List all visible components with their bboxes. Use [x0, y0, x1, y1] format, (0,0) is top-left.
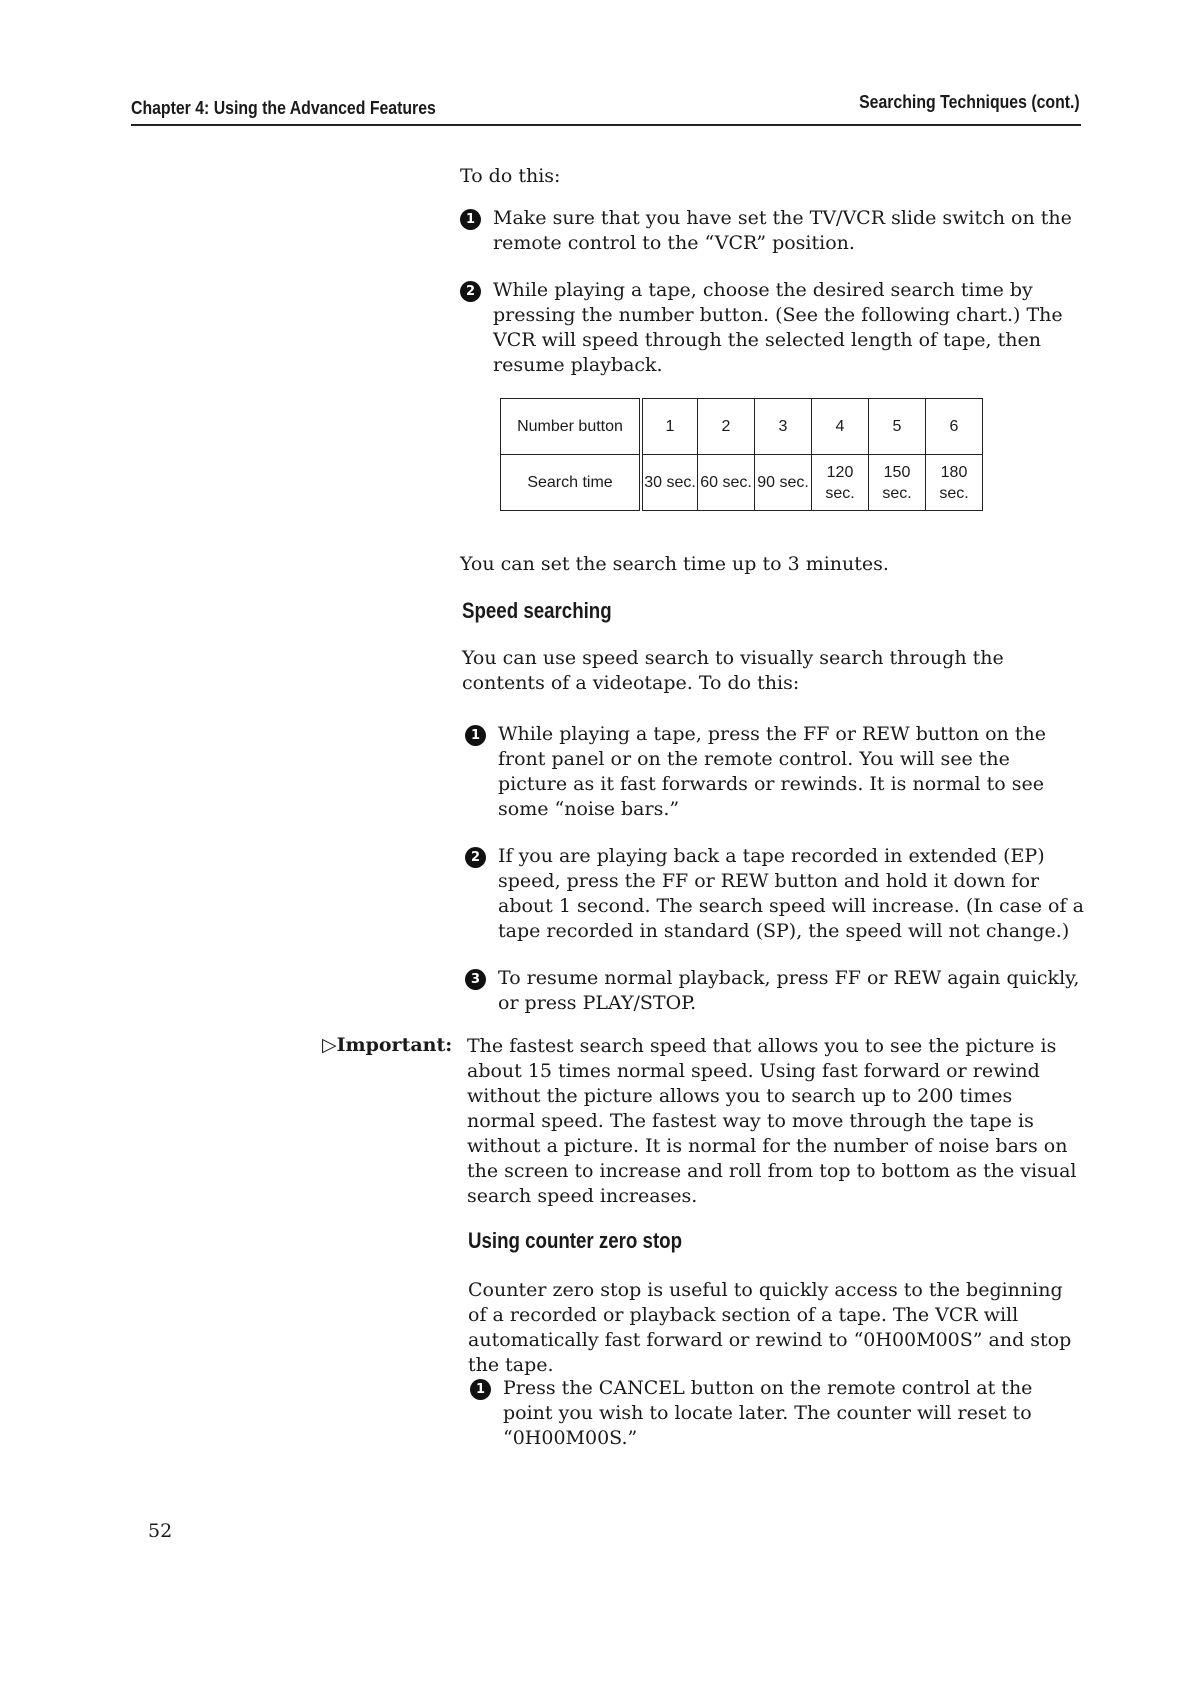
table-cell: 2: [698, 399, 755, 455]
search-time-note: You can set the search time up to 3 minutes.: [460, 553, 889, 575]
counter-step-1: [470, 1376, 1080, 1451]
table-cell: 1: [641, 399, 698, 455]
step-number-badge: 2: [465, 847, 486, 868]
step-a1: [460, 206, 1080, 256]
step-text: Make sure that you have set the TV/VCR slide switch on the remote control to the “VCR” position.: [493, 207, 1072, 254]
table-cell: 120 sec.: [812, 455, 869, 511]
speed-searching-heading: Speed searching: [462, 598, 612, 623]
step-number-badge: 1: [470, 1379, 491, 1400]
important-label: ▷Important:: [322, 1034, 453, 1056]
section-header: Searching Techniques (cont.): [859, 92, 1080, 112]
table-row: [501, 399, 983, 455]
important-text: The fastest search speed that allows you to see the picture is about 15 times normal speed. Using fast forward or rewind without the picture allows you to search up to 200 times normal speed. The fastest way to move through the tape is without a picture. It is normal for the number of noise bars on the screen to increase and roll from top to bottom as the visual search speed increases.: [467, 1035, 1077, 1207]
table-cell: 30 sec.: [641, 455, 698, 511]
table-row-header: Search time: [501, 455, 642, 511]
step-text: Press the CANCEL button on the remote control at the point you wish to locate later. The counter will reset to “0H00M00S.”: [503, 1377, 1033, 1449]
step-text: If you are playing back a tape recorded in extended (EP) speed, press the FF or REW button and hold it down for about 1 second. The search speed will increase. (In case of a tape recorded in standard (SP), the speed will not change.): [498, 845, 1084, 942]
intro-text: To do this:: [460, 165, 561, 187]
step-text: To resume normal playback, press FF or REW again quickly, or press PLAY/STOP.: [498, 967, 1080, 1014]
speed-step-2: [465, 844, 1090, 944]
counter-zero-stop-heading: Using counter zero stop: [468, 1228, 683, 1253]
header-rule: [131, 124, 1081, 126]
step-text: While playing a tape, choose the desired search time by pressing the number button. (See the following chart.) The VCR will speed through the selected length of tape, then resume playback.: [493, 279, 1063, 376]
step-number-badge: 1: [465, 725, 486, 746]
table-cell: 180 sec.: [926, 455, 983, 511]
step-text: While playing a tape, press the FF or REW button on the front panel or on the remote control. You will see the picture as it fast forwards or rewinds. It is normal to see some “noise bars.”: [498, 723, 1046, 820]
speed-step-3: [465, 966, 1080, 1016]
table-cell: 4: [812, 399, 869, 455]
page-number: 52: [148, 1520, 173, 1542]
search-time-table: [500, 398, 983, 511]
table-cell: 3: [755, 399, 812, 455]
step-number-badge: 1: [460, 209, 481, 230]
table-cell: 60 sec.: [698, 455, 755, 511]
counter-intro: Counter zero stop is useful to quickly access to the beginning of a recorded or playback section of a tape. The VCR will automatically fast forward or rewind to “0H00M00S” and stop the tape.: [468, 1279, 1072, 1376]
speed-intro: You can use speed search to visually search through the contents of a videotape. To do this:: [462, 647, 1004, 694]
table-cell: 90 sec.: [755, 455, 812, 511]
step-a2: [460, 278, 1065, 378]
table-cell: 150 sec.: [869, 455, 926, 511]
table-cell: 6: [926, 399, 983, 455]
step-number-badge: 3: [465, 969, 486, 990]
table-row-header: Number button: [501, 399, 642, 455]
speed-step-1: [465, 722, 1080, 822]
chapter-header: Chapter 4: Using the Advanced Features: [131, 98, 436, 118]
step-number-badge: 2: [460, 281, 481, 302]
table-row: [501, 455, 983, 511]
table-cell: 5: [869, 399, 926, 455]
